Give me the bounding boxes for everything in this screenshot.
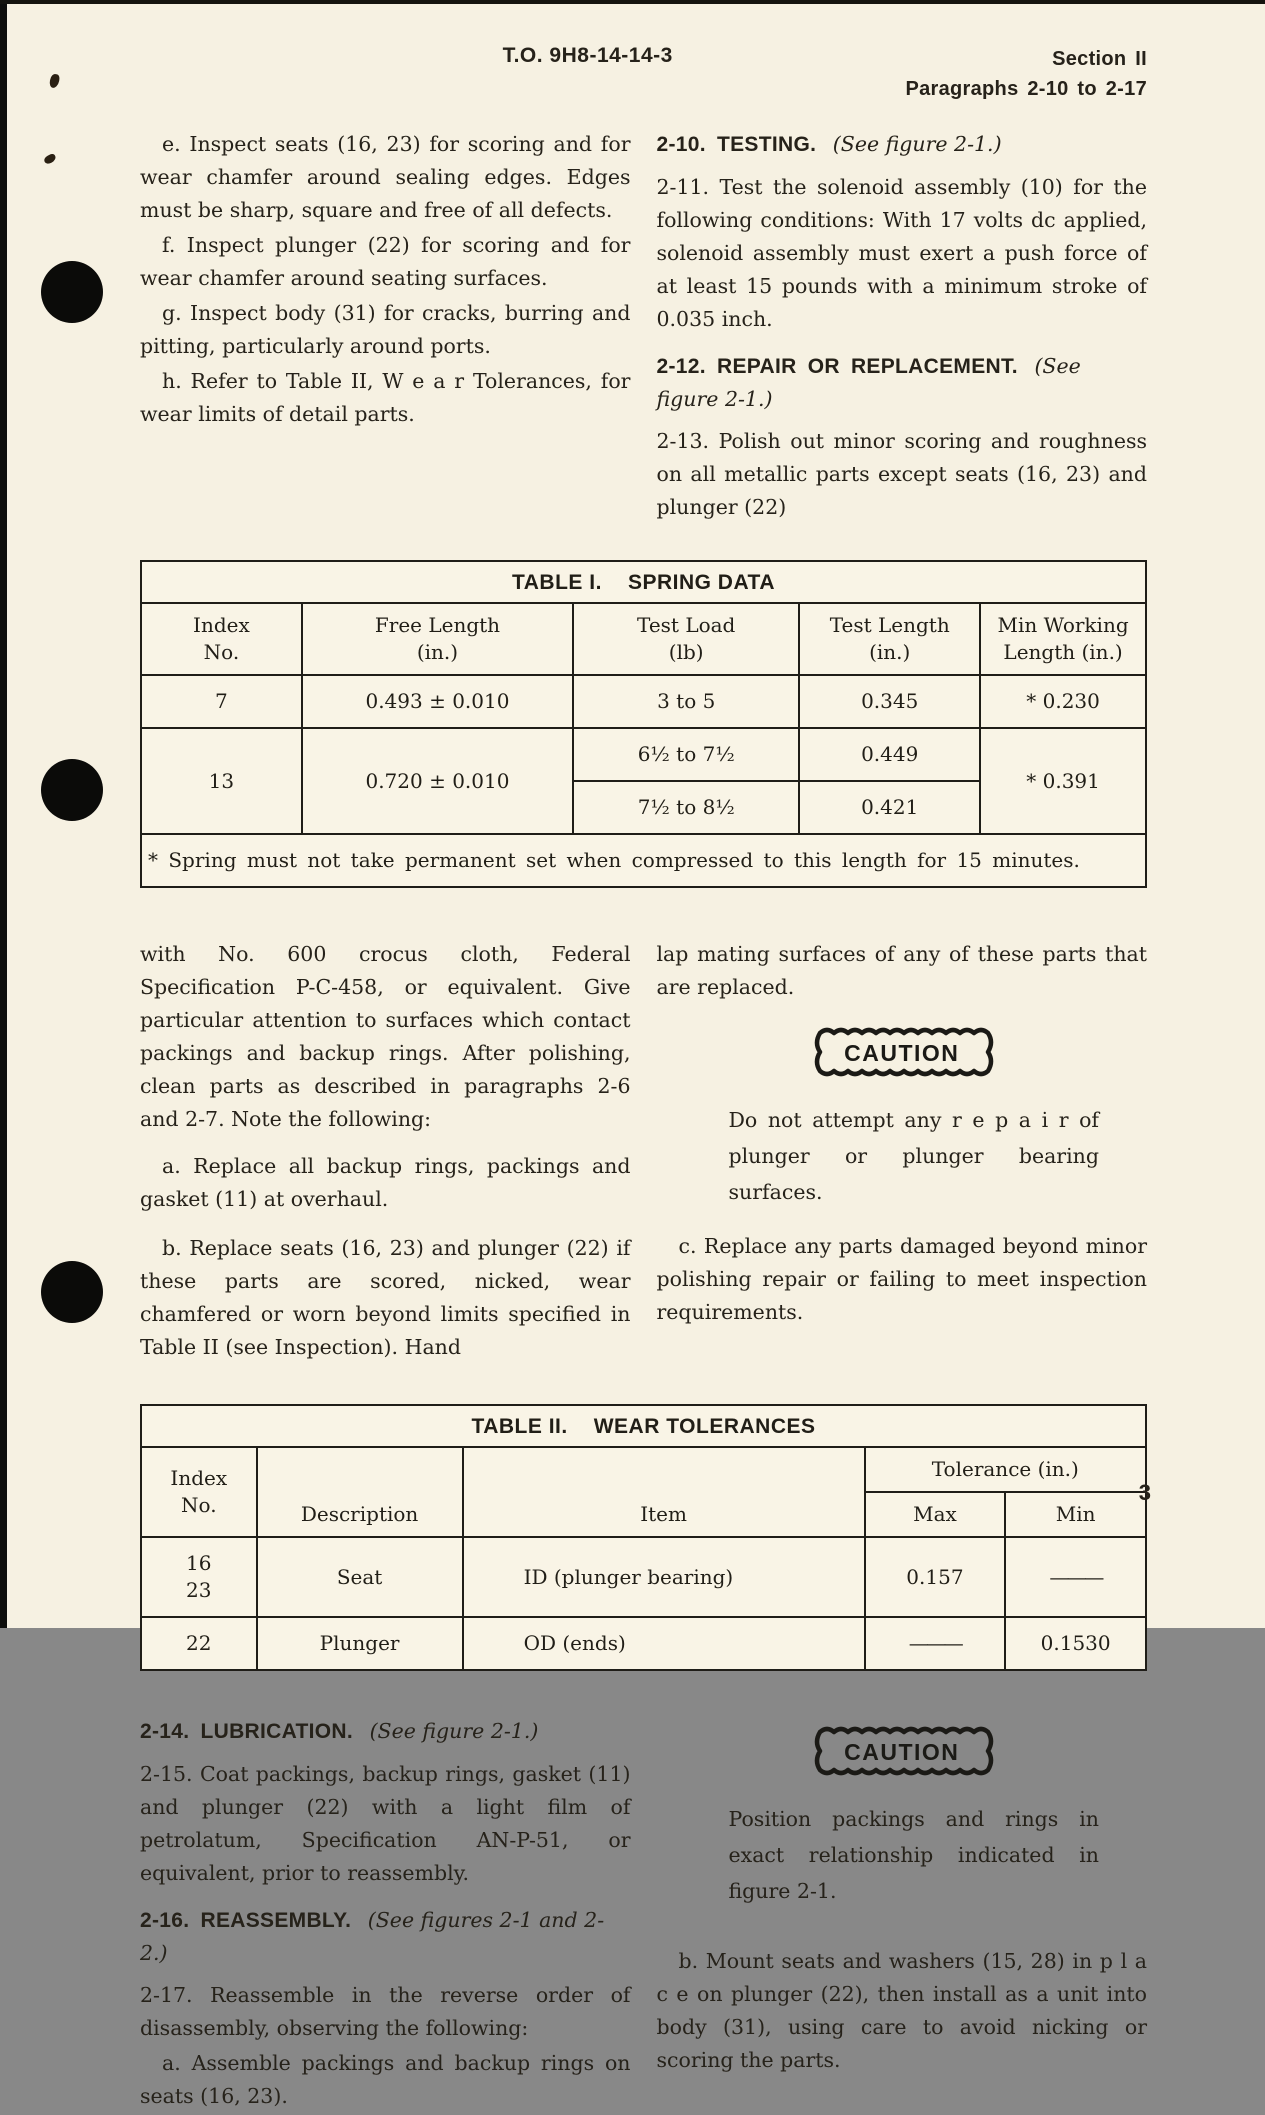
- right-column: [657, 1715, 1148, 2115]
- table1-title: [141, 561, 1146, 603]
- cell-test-load: 7½ to 8½: [573, 781, 799, 834]
- cell-max: 0.157: [865, 1537, 1006, 1617]
- caution-text: Do not attempt any r e p a i r of plunger or plunger bearing surfaces.: [728, 1108, 1099, 1204]
- paragraph-2-17: 2-17. Reassemble in the reverse order of disassembly, observing the following:: [140, 1983, 631, 2040]
- col-max: Max: [865, 1492, 1006, 1537]
- table-row: [141, 1617, 1146, 1670]
- cell-test-load: 3 to 5: [573, 675, 799, 728]
- heading-repair-note: (See figure 2-1.): [656, 354, 1081, 411]
- hole-punch-mark: [41, 759, 103, 821]
- heading-repair: [657, 350, 1148, 415]
- cell-test-length: 0.421: [799, 781, 980, 834]
- section-lubrication-reassembly: [140, 1715, 1147, 2115]
- paragraph-2-15: 2-15. Coat packings, backup rings, gasket (11) and plunger (22) with a light film of petrolatum, Specification AN-P-51, or equivalent, prior to reassembly.: [140, 1762, 631, 1885]
- paragraph-e: e. Inspect seats (16, 23) for scoring and for wear chamfer around sealing edges. Edges must be sharp, square and free of all defects.: [140, 132, 631, 222]
- cell-free-length: 0.493 ± 0.010: [302, 675, 573, 728]
- table1-footnote-row: [141, 834, 1146, 887]
- table1-title-text: SPRING DATA: [627, 571, 775, 594]
- col-description: Description: [257, 1447, 463, 1537]
- paragraph-a: a. Replace all backup rings, packings and gasket (11) at overhaul.: [140, 1154, 631, 1211]
- paragraph-g: g. Inspect body (31) for cracks, burring and pitting, particularly around ports.: [140, 301, 631, 358]
- section-repair-continued: [140, 938, 1147, 1366]
- table-spring-data: [140, 560, 1147, 888]
- table2-header-row-1: [141, 1447, 1146, 1492]
- paragraph-a: a. Assemble packings and backup rings on seats (16, 23).: [140, 2051, 631, 2108]
- cell-item: OD (ends): [463, 1617, 865, 1670]
- cell-description: Plunger: [257, 1617, 463, 1670]
- right-column: [657, 938, 1148, 1366]
- cell-index: 13: [141, 728, 302, 834]
- cell-test-load: 6½ to 7½: [573, 728, 799, 781]
- col-free-length: Free Length (in.): [302, 603, 573, 675]
- caution-box-wrap: [657, 1022, 1148, 1088]
- col-tolerance: Tolerance (in.): [865, 1447, 1146, 1492]
- heading-lubrication-note: (See figure 2-1.): [369, 1719, 539, 1743]
- heading-testing-note: (See figure 2-1.): [832, 132, 1002, 156]
- ink-speck: [49, 73, 61, 89]
- table1-footnote: * Spring must not take permanent set when compressed to this length for 15 minutes.: [141, 834, 1146, 887]
- caution-box: [809, 1022, 995, 1084]
- caution-box: [809, 1721, 995, 1783]
- cell-max: ———: [865, 1617, 1006, 1670]
- caution-label: CAUTION: [844, 1039, 960, 1066]
- cell-description: Seat: [257, 1537, 463, 1617]
- paragraphs-range: Paragraphs 2-10 to 2-17: [905, 78, 1147, 100]
- cell-index: 22: [141, 1617, 257, 1670]
- paragraph-b: b. Mount seats and washers (15, 28) in p l a c e on plunger (22), then install as a unit into body (31), using care to avoid nicking or scoring the parts.: [656, 1949, 1147, 2072]
- table1-header-row: [141, 603, 1146, 675]
- table1-title-label: TABLE I.: [511, 571, 602, 594]
- cell-test-length: 0.345: [799, 675, 980, 728]
- cell-index: 7: [141, 675, 302, 728]
- heading-reassembly-label: 2-16. REASSEMBLY.: [140, 1909, 352, 1932]
- paragraph-lap: lap mating surfaces of any of these parts that are replaced.: [656, 942, 1147, 999]
- paragraph-c: c. Replace any parts damaged beyond minor polishing repair or failing to meet inspection requirements.: [656, 1234, 1147, 1324]
- cell-free-length: 0.720 ± 0.010: [302, 728, 573, 834]
- cell-index: 16 23: [141, 1537, 257, 1617]
- caution-box-wrap: [657, 1721, 1148, 1787]
- ink-speck: [43, 153, 57, 166]
- table2-title: [141, 1405, 1146, 1447]
- cell-min: ———: [1005, 1537, 1146, 1617]
- heading-reassembly-note: (See figures 2-1 and 2-2.): [140, 1908, 605, 1965]
- col-min: Min: [1005, 1492, 1146, 1537]
- hole-punch-mark: [41, 1261, 103, 1323]
- hole-punch-mark: [41, 261, 103, 323]
- table-row: [141, 728, 1146, 781]
- table-row: [141, 1537, 1146, 1617]
- heading-testing: [657, 128, 1148, 161]
- caution-label: CAUTION: [844, 1738, 960, 1765]
- heading-lubrication: [140, 1715, 631, 1748]
- scan-edge-left: [0, 0, 7, 1628]
- heading-lubrication-label: 2-14. LUBRICATION.: [140, 1720, 354, 1743]
- paragraph-crocus: with No. 600 crocus cloth, Federal Specification P-C-458, or equivalent. Give particular attention to surfaces which contact packings and backup rings. After polishing, clean parts as described in paragraphs 2-6 and 2-7. Note the following:: [140, 942, 631, 1131]
- heading-reassembly: [140, 1904, 631, 1969]
- cell-min-working: * 0.391: [980, 728, 1146, 834]
- table2-title-label: TABLE II.: [471, 1415, 568, 1438]
- left-column: [140, 938, 631, 1366]
- col-test-length: Test Length (in.): [799, 603, 980, 675]
- section-label: Section II: [1052, 48, 1147, 70]
- col-item: Item: [463, 1447, 865, 1537]
- paragraph-b: b. Replace seats (16, 23) and plunger (22) if these parts are scored, nicked, wear chamfered or worn beyond limits specified in Table II (see Inspection). Hand: [140, 1236, 631, 1359]
- section-inspection-testing: [140, 128, 1147, 526]
- cell-min: 0.1530: [1005, 1617, 1146, 1670]
- to-number: T.O. 9H8-14-14-3: [502, 44, 673, 67]
- caution-text: Position packings and rings in exact relationship indicated in figure 2-1.: [728, 1807, 1099, 1903]
- col-index: Index No.: [141, 603, 302, 675]
- heading-repair-label: 2-12. REPAIR OR REPLACEMENT.: [656, 355, 1018, 378]
- table-wear-tolerances: [140, 1404, 1147, 1671]
- col-index: Index No.: [141, 1447, 257, 1537]
- heading-testing-label: 2-10. TESTING.: [656, 133, 817, 156]
- cell-item: ID (plunger bearing): [463, 1537, 865, 1617]
- page-number: 3: [1138, 1480, 1151, 1505]
- section-info: [905, 44, 1147, 104]
- cell-test-length: 0.449: [799, 728, 980, 781]
- table-row: [141, 675, 1146, 728]
- table2-title-text: WEAR TOLERANCES: [593, 1415, 816, 1438]
- paragraph-2-13: 2-13. Polish out minor scoring and roughness on all metallic parts except seats (16, 23) and plunger (22): [656, 429, 1147, 519]
- paragraph-2-11: 2-11. Test the solenoid assembly (10) for the following conditions: With 17 volts dc applied, solenoid assembly must exert a push force of at least 15 pounds with a minimum stroke of 0.035 inch.: [656, 175, 1147, 331]
- page-header: [140, 0, 1147, 104]
- left-column: [140, 1715, 631, 2115]
- left-column: [140, 128, 631, 526]
- cell-min-working: * 0.230: [980, 675, 1146, 728]
- paragraph-h: h. Refer to Table II, W e a r Tolerances, for wear limits of detail parts.: [140, 369, 631, 426]
- paragraph-f: f. Inspect plunger (22) for scoring and for wear chamfer around seating surfaces.: [140, 233, 631, 290]
- right-column: [657, 128, 1148, 526]
- col-test-load: Test Load (lb): [573, 603, 799, 675]
- col-min-working: Min Working Length (in.): [980, 603, 1146, 675]
